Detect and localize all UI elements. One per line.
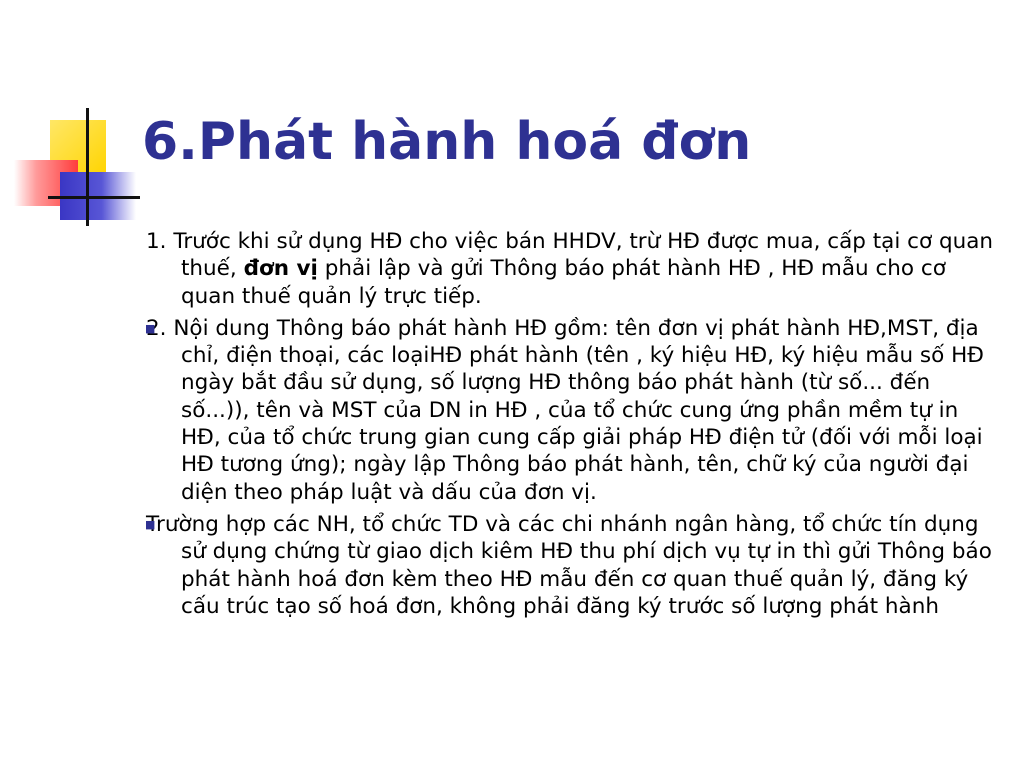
vertical-line bbox=[86, 108, 89, 226]
paragraph-1 bbox=[146, 228, 996, 310]
paragraph-1-text-b: phải lập và gửi Thông báo phát hành HĐ , HĐ mẫu cho cơ quan thuế quản lý trực tiếp. bbox=[181, 256, 946, 309]
paragraph-2-text: 2. Nội dung Thông báo phát hành HĐ gồm: tên đơn vị phát hành HĐ,MST, địa chỉ, điện thoại, các loạiHĐ phát hành (tên , ký hiệu HĐ, ký hiệu mẫu số HĐ ngày bắt đầu sử dụng, số lượng HĐ thông báo phát hành (từ số... đến số...)), tên và MST của DN in HĐ , của tổ chức cung ứng phần mềm tự in HĐ, của tổ chức trung gian cung cấp giải pháp HĐ điện tử (đối với mỗi loại HĐ tương ứng); ngày lập Thông báo phát hành, tên, chữ ký của người đại diện theo pháp luật và dấu của đơn vị. bbox=[146, 315, 984, 505]
decorative-logo bbox=[0, 0, 140, 240]
square-bullet-icon bbox=[145, 511, 155, 538]
slide-body bbox=[146, 228, 996, 625]
horizontal-line bbox=[48, 196, 140, 199]
slide-title: 6.Phát hành hoá đơn bbox=[142, 112, 752, 172]
paragraph-3-text: Trường hợp các NH, tổ chức TD và các chi nhánh ngân hàng, tổ chức tín dụng sử dụng chứng từ giao dịch kiêm HĐ thu phí dịch vụ tự in thì gửi Thông báo phát hành hoá đơn kèm theo HĐ mẫu đến cơ quan thuế quản lý, đăng ký cấu trúc tạo số hoá đơn, không phải đăng ký trước số lượng phát hành bbox=[146, 511, 992, 619]
paragraph-1-bold: đơn vị bbox=[243, 256, 318, 282]
paragraph-1-text-a: 1. Trước khi sử dụng HĐ cho việc bán HHDV, trừ HĐ được mua, cấp tại cơ quan thuế, bbox=[146, 229, 994, 282]
paragraph-2 bbox=[146, 315, 996, 506]
square-bullet-icon bbox=[145, 315, 155, 342]
paragraph-3 bbox=[146, 511, 996, 620]
